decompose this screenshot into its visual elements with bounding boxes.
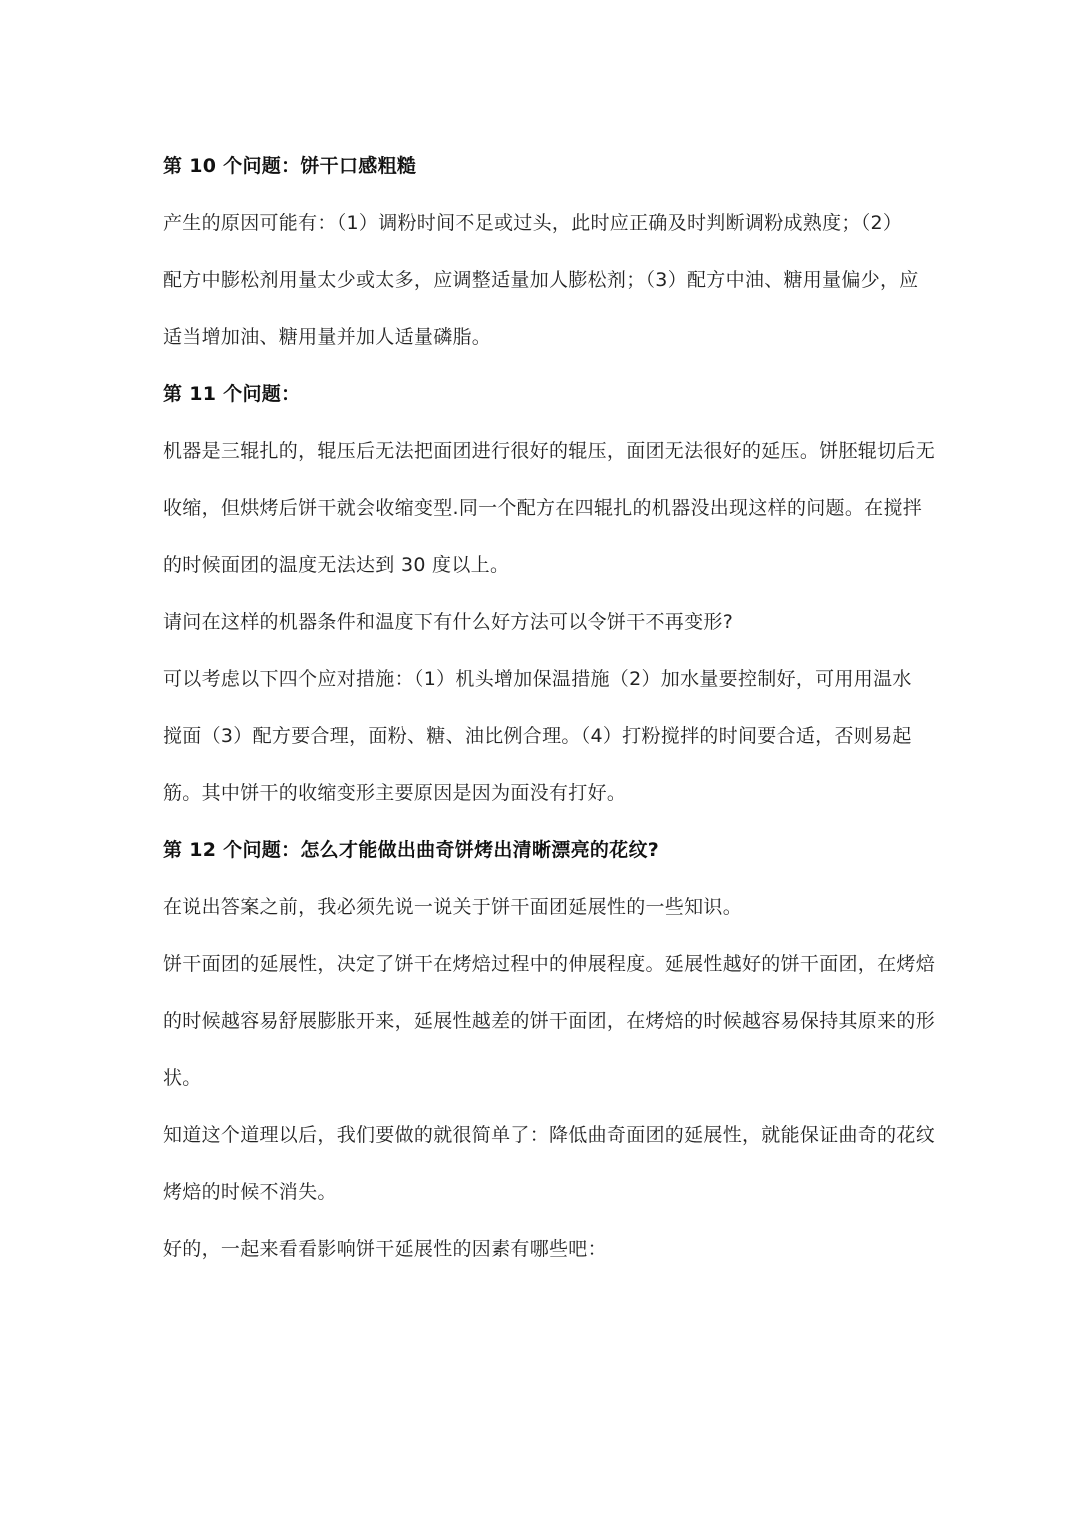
section-11-line-5: 可以考虑以下四个应对措施：（1）机头增加保温措施（2）加水量要控制好，可用用温水 xyxy=(163,668,912,690)
section-12-heading: 第 12 个问题：怎么才能做出曲奇饼烤出清晰漂亮的花纹? xyxy=(163,839,660,861)
section-10-line-2: 配方中膨松剂用量太少或太多，应调整适量加人膨松剂；（3）配方中油、糖用量偏少，应 xyxy=(163,269,919,291)
section-11-heading: 第 11 个问题： xyxy=(163,383,301,405)
section-12-line-7: 好的，一起来看看影响饼干延展性的因素有哪些吧： xyxy=(163,1238,607,1260)
section-12-line-5: 知道这个道理以后，我们要做的就很简单了：降低曲奇面团的延展性，就能保证曲奇的花纹 xyxy=(163,1124,936,1146)
section-10-line-3: 适当增加油、糖用量并加人适量磷脂。 xyxy=(163,326,492,348)
document-page xyxy=(163,138,936,1278)
section-12-line-1: 在说出答案之前，我必须先说一说关于饼干面团延展性的一些知识。 xyxy=(163,896,743,918)
section-11-line-4: 请问在这样的机器条件和温度下有什么好方法可以令饼干不再变形? xyxy=(163,611,734,633)
section-11-line-2: 收缩，但烘烤后饼干就会收缩变型.同一个配方在四辊扎的机器没出现这样的问题。在搅拌 xyxy=(163,497,923,519)
section-12-line-4: 状。 xyxy=(163,1067,202,1089)
section-12-line-3: 的时候越容易舒展膨胀开来，延展性越差的饼干面团，在烤焙的时候越容易保持其原来的形 xyxy=(163,1010,936,1032)
section-11-line-1: 机器是三辊扎的，辊压后无法把面团进行很好的辊压，面团无法很好的延压。饼胚辊切后无 xyxy=(163,440,936,462)
section-12-line-6: 烤焙的时候不消失。 xyxy=(163,1181,337,1203)
section-11-line-6: 搅面（3）配方要合理，面粉、糖、油比例合理。（4）打粉搅拌的时间要合适，否则易起 xyxy=(163,725,912,747)
section-10-heading: 第 10 个问题：饼干口感粗糙 xyxy=(163,155,417,177)
section-12-line-2: 饼干面团的延展性，决定了饼干在烤焙过程中的伸展程度。延展性越好的饼干面团，在烤焙 xyxy=(163,953,936,975)
section-11-line-3: 的时候面团的温度无法达到 30 度以上。 xyxy=(163,554,510,576)
section-10-line-1: 产生的原因可能有：（1）调粉时间不足或过头，此时应正确及时判断调粉成熟度；（2） xyxy=(163,212,903,234)
section-11-line-7: 筋。其中饼干的收缩变形主要原因是因为面没有打好。 xyxy=(163,782,627,804)
